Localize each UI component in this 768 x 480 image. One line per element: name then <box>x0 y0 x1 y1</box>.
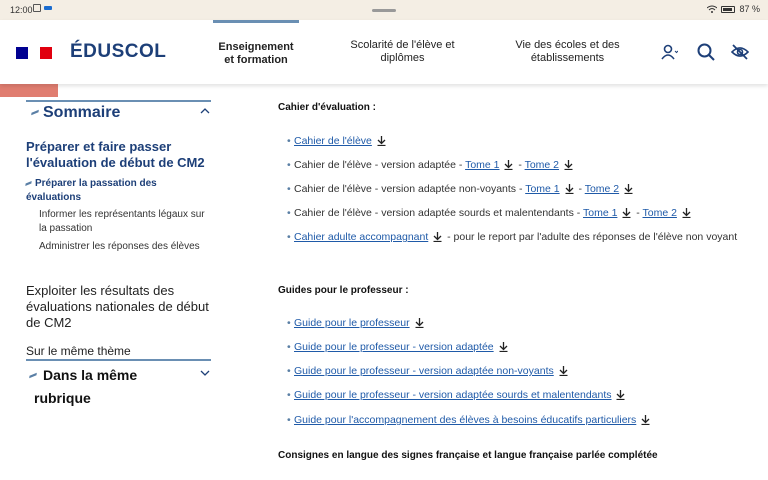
bullet: • <box>287 414 291 426</box>
bullet: • <box>287 389 291 401</box>
sidebar-item-administrer[interactable]: Administrer les réponses des élèves <box>39 241 200 252</box>
guides-heading: Guides pour le professeur : <box>278 285 409 296</box>
app-notification-icon <box>33 4 41 12</box>
search-icon[interactable] <box>697 43 715 61</box>
bullet: • <box>287 365 291 377</box>
list-item <box>288 204 738 223</box>
battery-level: 87 % <box>739 4 760 14</box>
system-tray <box>707 4 760 14</box>
separator: - <box>575 183 585 195</box>
leaf-bullet-icon <box>29 373 37 379</box>
rubrique-divider <box>26 359 211 361</box>
site-header <box>0 20 768 84</box>
item-text: - pour le report par l'adulte des réponses de l'élève non voyant <box>444 231 738 243</box>
eduscol-logo[interactable]: ÉDUSCOL <box>70 41 167 62</box>
download-icon[interactable] <box>499 342 508 352</box>
cahier-eleve-link[interactable]: Cahier de l'élève <box>294 135 372 147</box>
item-text: Cahier de l'élève - version adaptée sourds et malentendants - <box>294 207 583 219</box>
sidebar-item-preparer-passation[interactable] <box>26 177 211 205</box>
sidebar-item-informer[interactable]: Informer les représentants légaux sur la passation <box>39 209 205 234</box>
separator: - <box>633 207 643 219</box>
cahier-heading: Cahier d'évaluation : <box>278 102 376 113</box>
nonvoyants-tome2-link[interactable]: Tome 2 <box>584 183 620 195</box>
bullet: • <box>287 183 291 195</box>
cahier-adulte-link[interactable]: Cahier adulte accompagnant <box>294 231 429 243</box>
guide-sourds-link[interactable]: Guide pour le professeur - version adaptée sourds et malentendants <box>294 389 612 401</box>
list-item <box>288 180 738 199</box>
wifi-icon <box>707 5 717 13</box>
chevron-down-icon[interactable] <box>200 370 210 377</box>
list-item <box>288 411 738 430</box>
status-time: 12:00 <box>10 5 33 15</box>
status-bar <box>0 0 768 20</box>
accessibility-eye-off-icon[interactable] <box>731 43 749 61</box>
bullet: • <box>287 159 291 171</box>
nav-scolarite-diplomes[interactable]: Scolarité de l'élève et diplômes <box>350 39 455 64</box>
rubrique-toggle[interactable] <box>34 364 174 410</box>
item-text: Cahier de l'élève - version adaptée - <box>294 159 466 171</box>
list-item <box>288 156 738 175</box>
sommaire-divider <box>26 100 211 102</box>
list-item <box>288 338 738 357</box>
bullet: • <box>287 207 291 219</box>
list-item <box>288 314 738 333</box>
download-icon[interactable] <box>624 184 633 194</box>
nav-vie-ecoles[interactable]: Vie des écoles et des établissements <box>515 39 620 64</box>
adaptee-tome2-link[interactable]: Tome 2 <box>524 159 560 171</box>
download-icon[interactable] <box>504 160 513 170</box>
leaf-bullet-icon <box>25 181 31 186</box>
download-icon[interactable] <box>433 232 442 242</box>
list-item <box>288 228 738 247</box>
sommaire-title[interactable] <box>32 104 120 122</box>
download-icon[interactable] <box>564 160 573 170</box>
download-icon[interactable] <box>682 208 691 218</box>
download-icon[interactable] <box>377 136 386 146</box>
battery-icon <box>721 6 735 13</box>
rubrique-label: Dans la même rubrique <box>34 367 138 406</box>
bullet: • <box>287 231 291 243</box>
list-item <box>288 362 738 381</box>
adaptee-tome1-link[interactable]: Tome 1 <box>465 159 500 171</box>
list-item <box>288 386 738 405</box>
leaf-bullet-icon <box>31 110 39 116</box>
sidebar-section-preparer[interactable]: Préparer et faire passer l'évaluation de début de CM2 <box>26 139 205 170</box>
nonvoyants-tome1-link[interactable]: Tome 1 <box>525 183 560 195</box>
sourds-tome1-link[interactable]: Tome 1 <box>582 207 618 219</box>
download-icon[interactable] <box>415 318 424 328</box>
bullet: • <box>287 341 291 353</box>
user-account-icon[interactable] <box>660 43 678 61</box>
download-icon[interactable] <box>565 184 574 194</box>
bullet: • <box>287 135 291 147</box>
chevron-up-icon[interactable] <box>200 107 210 114</box>
sourds-tome2-link[interactable]: Tome 2 <box>642 207 677 219</box>
guide-professeur-link[interactable]: Guide pour le professeur <box>294 317 410 329</box>
nav-enseignement-formation[interactable]: Enseignement et formation <box>213 20 299 84</box>
download-icon[interactable] <box>559 366 568 376</box>
notification-icons <box>33 4 52 12</box>
download-icon[interactable] <box>622 208 631 218</box>
sidebar-item-label: Préparer la passation des évaluations <box>26 178 157 203</box>
consignes-heading: Consignes en langue des signes française et langue française parlée complétée <box>278 450 658 461</box>
guide-besoins-particuliers-link[interactable]: Guide pour l'accompagnement des élèves à besoins éducatifs particuliers <box>294 414 637 426</box>
list-item <box>288 132 738 151</box>
republique-francaise-flag[interactable] <box>16 47 52 59</box>
separator: - <box>515 159 525 171</box>
bullet: • <box>287 317 291 329</box>
download-icon[interactable] <box>616 390 625 400</box>
download-icon[interactable] <box>641 415 650 425</box>
item-text: Cahier de l'élève - version adaptée non-voyants - <box>294 183 526 195</box>
guide-nonvoyants-link[interactable]: Guide pour le professeur - version adaptée non-voyants <box>294 365 554 377</box>
window-handle[interactable] <box>372 9 396 12</box>
guide-adaptee-link[interactable]: Guide pour le professeur - version adaptée <box>294 341 494 353</box>
decorative-salmon-band <box>0 84 58 97</box>
blue-notification-icon <box>44 6 52 10</box>
sommaire-label: Sommaire <box>43 104 121 121</box>
same-theme-label: Sur le même thème <box>26 344 131 358</box>
sidebar-section-exploiter[interactable]: Exploiter les résultats des évaluations nationales de début de CM2 <box>26 283 209 330</box>
